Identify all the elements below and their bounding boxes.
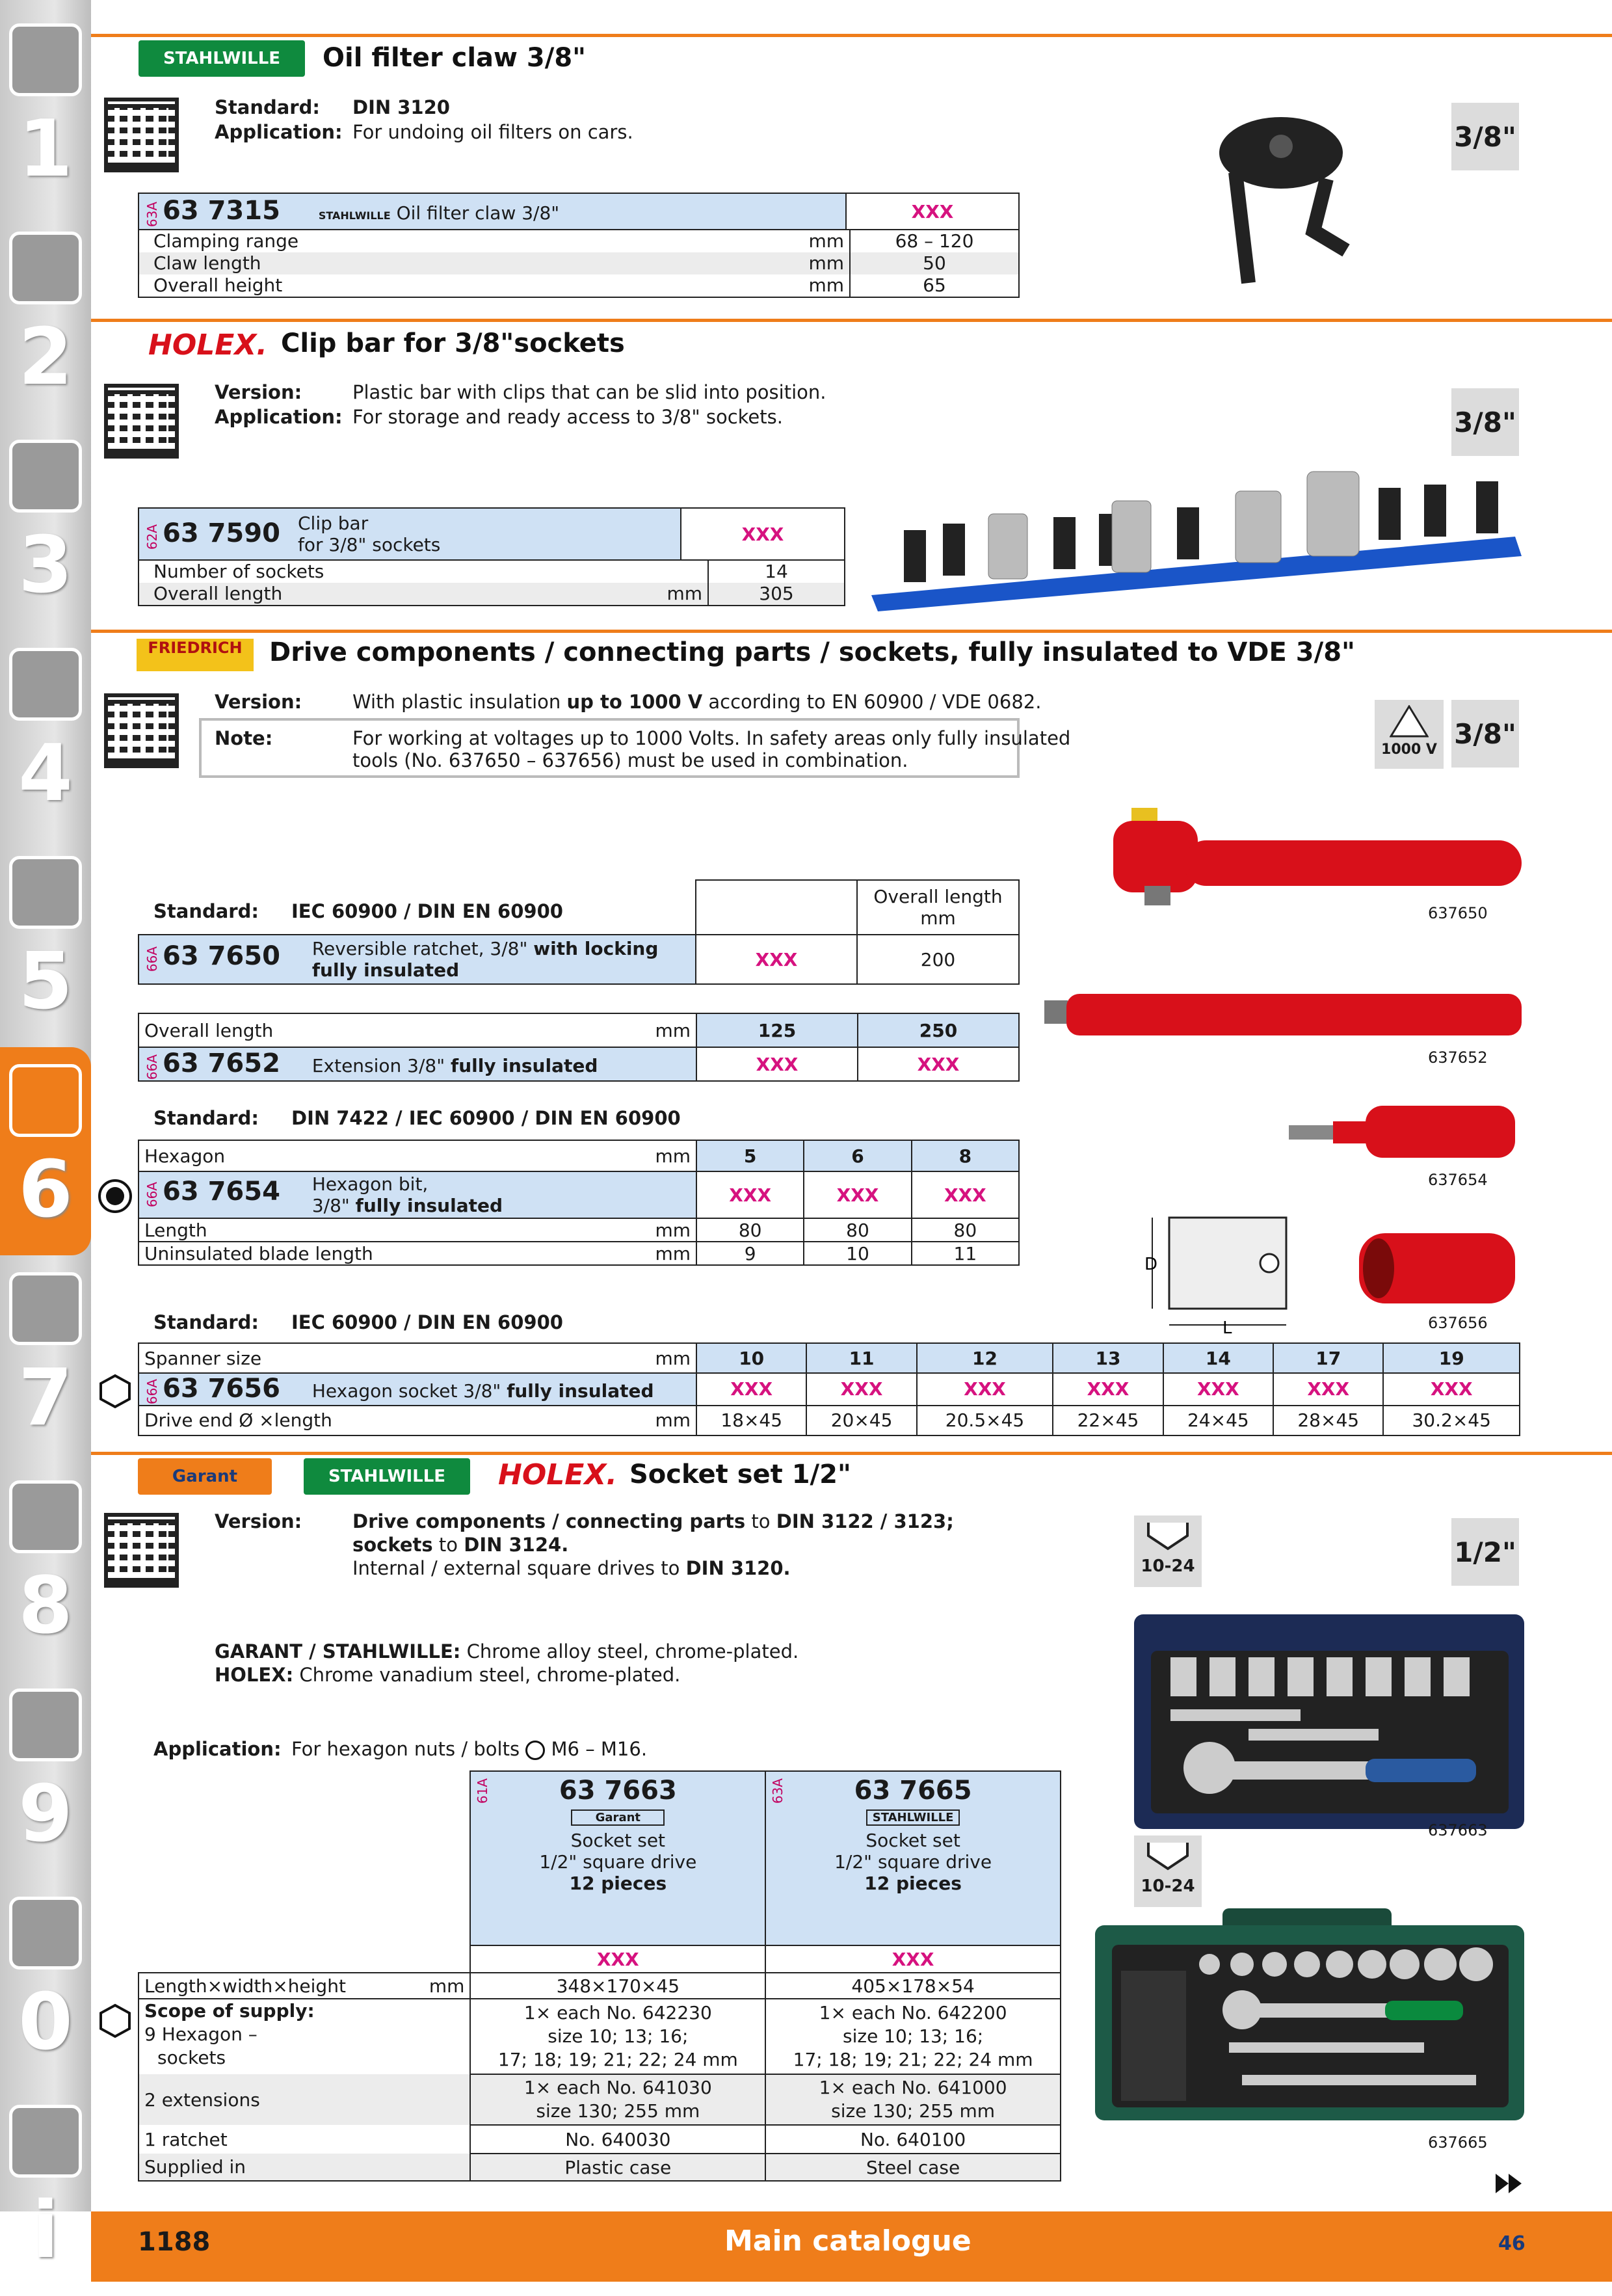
article-number: 63 7665 xyxy=(854,1776,972,1806)
section-title: Socket set 1/2" xyxy=(629,1460,851,1489)
drive-end-length: 22×45 xyxy=(1053,1406,1163,1435)
price: XXX xyxy=(681,508,845,560)
drive-end-length: 24×45 xyxy=(1163,1406,1273,1435)
size-range-badge: 10-24 xyxy=(1134,1515,1202,1587)
svg-text:D: D xyxy=(1144,1255,1158,1274)
standard-value: IEC 60900 / DIN EN 60900 xyxy=(291,1311,563,1333)
spec-value: 305 xyxy=(707,583,844,605)
application-label: Application: xyxy=(215,121,343,143)
spec-value: 80 xyxy=(804,1218,911,1242)
price: XXX xyxy=(470,1945,765,1973)
supplied-in: Plastic case xyxy=(470,2154,765,2181)
price: XXX xyxy=(917,1373,1053,1406)
image-caption: 637650 xyxy=(1428,904,1488,922)
chapter-tab-0[interactable] xyxy=(0,1880,91,2088)
qr-code-icon[interactable] xyxy=(104,98,179,172)
application-value: For storage and ready access to 3/8" sockets. xyxy=(352,406,783,428)
scope-line: 17; 18; 19; 21; 22; 24 mm xyxy=(497,2049,738,2070)
drive-size-badge: 3/8" xyxy=(1451,103,1519,170)
spec-row xyxy=(138,583,845,606)
spec-rows xyxy=(138,561,845,606)
price: XXX xyxy=(1383,1373,1520,1406)
extension-line: 1× each No. 641030 xyxy=(523,2077,712,2098)
hexagon-socket-icon xyxy=(98,1374,133,1409)
drive-end-length: 30.2×45 xyxy=(1383,1406,1520,1435)
product-name: 1/2" square drive xyxy=(539,1851,697,1873)
oil-filter-claw-image xyxy=(1196,107,1379,302)
brand-mark: Garant xyxy=(571,1809,665,1826)
hexagon-bit-icon xyxy=(98,1179,133,1214)
material-note: GARANT / STAHLWILLE: Chrome alloy steel, chrome-plated. xyxy=(215,1640,799,1662)
spec-table-637656: Spanner size mm 10 11 12 13 14 17 19 66A 63 7656 Hexagon socket 3/8" fully insulated XXX XXX XXX XXX XXX XXX XXX Drive end Ø ×length mm 18×45 20×45 20.5×45 22×45 24×45 28×45 30.2×45 xyxy=(138,1342,1520,1436)
version-label: Version: xyxy=(215,691,302,713)
spec-table-637650: Overall length mm 66A 63 7650 Reversible ratchet, 3/8" with locking fully insulated XXX 200 xyxy=(138,879,1020,985)
extension-line: 1× each No. 641000 xyxy=(819,2077,1007,2098)
version-value: Internal / external square drives to DIN 3120. xyxy=(352,1557,791,1579)
price: XXX xyxy=(804,1171,911,1218)
price: XXX xyxy=(912,1171,1019,1218)
material-note: HOLEX: Chrome vanadium steel, chrome-plated. xyxy=(215,1664,681,1686)
ratchet: No. 640030 xyxy=(470,2125,765,2154)
chapter-tab-1[interactable] xyxy=(0,7,91,215)
extensions xyxy=(470,2074,765,2125)
section-title: Oil filter claw 3/8" xyxy=(323,43,587,73)
version-value: Drive components / connecting parts to DIN 3122 / 3123; xyxy=(352,1510,954,1532)
standard-label: Standard: xyxy=(215,96,320,118)
version-label: Version: xyxy=(215,381,302,403)
chapter-number: 2 xyxy=(18,312,73,403)
chapter-number: i xyxy=(32,2185,59,2276)
spec-table-637315: 63A 63 7315 STAHLWILLE Oil filter claw 3/8" XXX xyxy=(138,193,1020,230)
application-value: For undoing oil filters on cars. xyxy=(352,121,633,143)
spanner-size: 10 xyxy=(696,1343,806,1373)
chapter-tab-7[interactable] xyxy=(0,1255,91,1463)
product-name: 1/2" square drive xyxy=(834,1851,992,1873)
drive-end-length: 18×45 xyxy=(696,1406,806,1435)
price: XXX xyxy=(696,935,857,984)
hexagon-size: 8 xyxy=(912,1140,1019,1171)
application-label: Application: xyxy=(153,1738,282,1760)
application-value: For hexagon nuts / bolts M6 – M16. xyxy=(291,1738,648,1760)
version-value: With plastic insulation up to 1000 V according to EN 60900 / VDE 0682. xyxy=(352,691,1042,713)
drive-size-badge: 1/2" xyxy=(1451,1518,1519,1586)
insulated-socket-image xyxy=(1353,1229,1522,1307)
spec-value: 50 xyxy=(849,252,1018,274)
dimensions: 348×170×45 xyxy=(470,1973,765,1999)
drive-end-length: 20×45 xyxy=(806,1406,916,1435)
holex-logo: HOLEX. xyxy=(148,328,267,362)
scope-line: 1× each No. 642200 xyxy=(819,2002,1007,2023)
qr-code-icon[interactable] xyxy=(104,384,179,459)
product-header xyxy=(470,1771,765,1945)
price: XXX xyxy=(858,1047,1019,1081)
version-label: Version: xyxy=(215,1510,302,1532)
chapter-number: 8 xyxy=(18,1561,73,1651)
scope-of-supply xyxy=(765,1999,1061,2074)
chapter-number: 7 xyxy=(18,1353,73,1443)
chapter-icon xyxy=(9,1480,82,1553)
spec-value: 14 xyxy=(707,561,844,583)
price: XXX xyxy=(696,1373,806,1406)
spec-row xyxy=(138,561,845,583)
note-line: tools (No. 637650 – 637656) must be used in combination. xyxy=(352,749,908,771)
price: XXX xyxy=(806,1373,916,1406)
price: XXX xyxy=(1053,1373,1163,1406)
article-number: 63 7663 xyxy=(559,1776,677,1806)
scope-line: 1× each No. 642230 xyxy=(523,2002,712,2023)
extensions xyxy=(765,2074,1061,2125)
drive-size-badge: 3/8" xyxy=(1451,700,1519,768)
hexagon-size: 6 xyxy=(804,1140,911,1171)
spec-table-637590: 62A 63 7590 Clip bar for 3/8" sockets XXX xyxy=(138,507,845,561)
spec-value: 80 xyxy=(696,1218,804,1242)
insulated-ratchet-image xyxy=(1105,795,1528,905)
spec-unit: mm xyxy=(667,583,702,604)
standard-value: DIN 3120 xyxy=(352,96,450,118)
product-header xyxy=(765,1771,1061,1945)
product-pieces: 12 pieces xyxy=(569,1873,667,1894)
image-caption: 637654 xyxy=(1428,1171,1488,1189)
chapter-icon xyxy=(9,1689,82,1761)
spec-value: 65 xyxy=(849,274,1018,297)
application-label: Application: xyxy=(215,406,343,428)
chapter-icon xyxy=(9,2105,82,2178)
socket-set-plastic-case-image xyxy=(1131,1612,1528,1833)
section-divider xyxy=(91,630,1612,633)
section-divider xyxy=(91,319,1612,322)
chapter-icon xyxy=(9,440,82,513)
spec-unit: mm xyxy=(808,252,844,274)
drive-end-length: 28×45 xyxy=(1273,1406,1383,1435)
spec-value: 68 – 120 xyxy=(849,230,1018,252)
chapter-icon xyxy=(9,1272,82,1345)
article-number: 63 7315 xyxy=(163,196,280,226)
spec-unit: mm xyxy=(808,230,844,252)
socket-dimension-drawing xyxy=(1139,1211,1308,1335)
chapter-number: 5 xyxy=(18,937,73,1027)
garant-logo: Garant xyxy=(138,1458,272,1495)
hexagon-socket-icon xyxy=(98,2003,133,2038)
extension-line: size 130; 255 mm xyxy=(536,2100,700,2122)
price: XXX xyxy=(846,193,1019,230)
price: XXX xyxy=(1163,1373,1273,1406)
section-title: Clip bar for 3/8"sockets xyxy=(281,328,625,358)
hexagon-size: 5 xyxy=(696,1140,804,1171)
chapter-icon xyxy=(9,1897,82,1969)
spec-label: Clamping range mm xyxy=(153,230,844,252)
article-number: 63 7590 xyxy=(163,518,280,549)
socket-profile-icon xyxy=(1145,1839,1191,1872)
article-number: 63 7656 xyxy=(163,1374,280,1404)
clip-bar-image xyxy=(865,465,1528,615)
chapter-tab-4[interactable] xyxy=(0,631,91,839)
standard-label: Standard: xyxy=(153,1107,259,1129)
chapter-tab-9[interactable] xyxy=(0,1672,91,1880)
dimensions: 405×178×54 xyxy=(765,1973,1061,1999)
drive-end-length: 20.5×45 xyxy=(917,1406,1053,1435)
section-divider xyxy=(91,34,1612,37)
chapter-number: 3 xyxy=(18,520,73,611)
stahlwille-logo: STAHLWILLE xyxy=(304,1458,470,1495)
spec-label: Overall length mm xyxy=(153,583,702,604)
image-caption: 637665 xyxy=(1428,2133,1488,2152)
spec-label: Overall height mm xyxy=(153,274,844,296)
spec-row xyxy=(138,274,1020,298)
supplied-in: Steel case xyxy=(765,2154,1061,2181)
spec-row xyxy=(138,252,1020,274)
price: XXX xyxy=(696,1171,804,1218)
chapter-tab-2[interactable] xyxy=(0,215,91,423)
spec-label: Claw length mm xyxy=(153,252,844,274)
svg-text:L: L xyxy=(1222,1318,1232,1335)
holex-logo: HOLEX. xyxy=(498,1458,617,1491)
qr-code-icon[interactable] xyxy=(104,693,179,768)
page-number: 1188 xyxy=(138,2227,211,2257)
product-name: Socket set xyxy=(570,1830,666,1851)
spec-label: Uninsulated blade length mm xyxy=(139,1242,696,1265)
chapter-number: 1 xyxy=(18,104,73,194)
scope-line: size 10; 13; 16; xyxy=(548,2025,689,2047)
price: XXX xyxy=(696,1047,858,1081)
chapter-icon xyxy=(9,232,82,304)
insulated-extension-image xyxy=(1040,987,1528,1046)
price-group-tag: 63A xyxy=(770,1778,786,1804)
chapter-tab-6[interactable] xyxy=(0,1047,91,1255)
spec-unit: mm xyxy=(808,274,844,296)
spec-table-637654: Hexagon mm 5 6 8 66A 63 7654 Hexagon bit, 3/8" fully insulated XXX XXX XXX Length mm 80 80 80 Uninsulated blade length mm 9 10 11 xyxy=(138,1140,1020,1266)
price: XXX xyxy=(765,1945,1061,1973)
page-index: 46 xyxy=(1498,2232,1526,2255)
spec-rows xyxy=(138,230,1020,298)
spec-value: 9 xyxy=(696,1242,804,1265)
chapter-icon xyxy=(9,856,82,929)
chapter-number: 4 xyxy=(18,728,73,819)
friedrich-logo: FRIEDRICH xyxy=(137,639,254,671)
version-value: Plastic bar with clips that can be slid into position. xyxy=(352,381,826,403)
scope-line: size 10; 13; 16; xyxy=(843,2025,984,2047)
image-caption: 637656 xyxy=(1428,1314,1488,1332)
vde-badge: 1000 V xyxy=(1375,700,1444,769)
size-range-badge: 10-24 xyxy=(1134,1835,1202,1907)
chapter-icon xyxy=(9,23,82,96)
product-pieces: 12 pieces xyxy=(864,1873,962,1894)
insulated-hex-bit-image xyxy=(1288,1099,1522,1164)
spec-unit: mm xyxy=(655,1219,691,1241)
extension-line: size 130; 255 mm xyxy=(831,2100,996,2122)
image-caption: 637663 xyxy=(1428,1821,1488,1839)
spanner-size: 19 xyxy=(1383,1343,1520,1373)
spec-label: Length mm xyxy=(139,1218,696,1242)
price: XXX xyxy=(1273,1373,1383,1406)
spec-table-637652: Overall length mm 125 250 66A 63 7652 Extension 3/8" fully insulated XXX XXX xyxy=(138,1013,1020,1082)
version-value: sockets to DIN 3124. xyxy=(352,1534,569,1556)
spec-row xyxy=(138,230,1020,252)
hexagon-nut-icon xyxy=(525,1741,545,1760)
product-name: Socket set xyxy=(865,1830,960,1851)
spec-label: Number of sockets xyxy=(153,561,324,582)
scope-of-supply xyxy=(470,1999,765,2074)
spec-value: 11 xyxy=(912,1242,1019,1265)
next-page-arrow-icon[interactable] xyxy=(1496,2172,1524,2195)
spanner-size: 13 xyxy=(1053,1343,1163,1373)
standard-value: DIN 7422 / IEC 60900 / DIN EN 60900 xyxy=(291,1107,681,1129)
note-line: For working at voltages up to 1000 Volts. In safety areas only fully insulated xyxy=(352,727,1071,749)
chapter-tab-3[interactable] xyxy=(0,423,91,631)
chapter-icon xyxy=(9,648,82,721)
catalogue-label: Main catalogue xyxy=(724,2224,971,2258)
article-number: 63 7650 xyxy=(163,941,280,971)
socket-set-comparison-table: 61A 63 7663 Garant Socket set 1/2" square drive 12 pieces 63A 63 7665 STAHLWILLE Socket set 1/2" square drive 12 pieces XXX XXX Length×width×height mm 348×170×45 405×178×54 Scope of supply: 9 Hexagon – sockets 1× each No. 642230 size 10; 13; 16; 17; 18; 19; 21; 22; 24 mm 1× each No. 642200 size 10; 13; 16; 17; 18; 19; 21; 22; 24 mm 2 extensions 1× each No. 641030 size 130; 255 mm 1× each No. 641000 size 130; 255 mm 1 ratchet No. 640030 No. 640100 Supplied in Plastic case Steel case xyxy=(138,1770,1061,2182)
spec-value: 80 xyxy=(912,1218,1019,1242)
vde-triangle-icon xyxy=(1390,705,1429,738)
chapter-tab-i[interactable] xyxy=(0,2088,91,2296)
section-divider xyxy=(91,1452,1612,1455)
scope-line: 17; 18; 19; 21; 22; 24 mm xyxy=(793,2049,1033,2070)
chapter-tab-5[interactable] xyxy=(0,839,91,1047)
stahlwille-logo: STAHLWILLE xyxy=(139,40,305,77)
section-title: Drive components / connecting parts / sockets, fully insulated to VDE 3/8" xyxy=(269,637,1355,667)
socket-profile-icon xyxy=(1145,1519,1191,1552)
socket-set-steel-case-image xyxy=(1092,1906,1528,2127)
chapter-tab-8[interactable] xyxy=(0,1463,91,1672)
spec-value: 10 xyxy=(804,1242,911,1265)
spanner-size: 17 xyxy=(1273,1343,1383,1373)
spanner-size: 12 xyxy=(917,1343,1053,1373)
article-number: 63 7654 xyxy=(163,1177,280,1207)
article-number: 63 7652 xyxy=(163,1048,280,1079)
standard-label: Standard: xyxy=(153,1311,259,1333)
note-label: Note: xyxy=(215,727,273,749)
chapter-icon xyxy=(9,1064,82,1137)
image-caption: 637652 xyxy=(1428,1048,1488,1067)
spanner-size: 14 xyxy=(1163,1343,1273,1373)
brand-mark: STAHLWILLE xyxy=(866,1809,960,1826)
price-group-tag: 61A xyxy=(475,1778,491,1804)
spanner-size: 11 xyxy=(806,1343,916,1373)
chapter-number: 6 xyxy=(18,1145,73,1235)
chapter-number: 0 xyxy=(18,1977,73,2068)
standard-value: IEC 60900 / DIN EN 60900 xyxy=(291,900,563,922)
standard-label: Standard: xyxy=(153,900,259,922)
qr-code-icon[interactable] xyxy=(104,1513,179,1588)
ratchet: No. 640100 xyxy=(765,2125,1061,2154)
drive-size-badge: 3/8" xyxy=(1451,388,1519,456)
spec-unit: mm xyxy=(655,1242,691,1264)
chapter-number: 9 xyxy=(18,1769,73,1860)
